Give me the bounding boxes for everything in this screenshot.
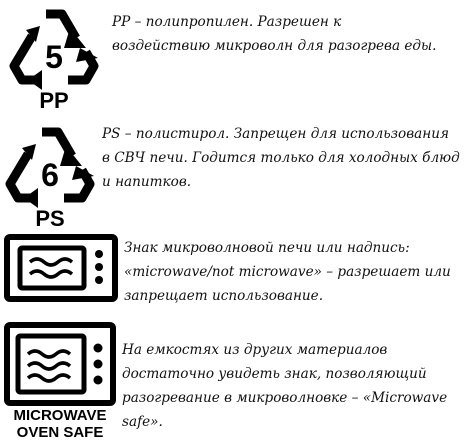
microwave-oven-safe-symbol	[4, 322, 116, 440]
ps-description	[102, 122, 460, 194]
microwave-symbol	[4, 234, 118, 302]
microwave-icon	[4, 234, 118, 302]
description-line: воздействию микроволн для разогрева еды.	[112, 38, 437, 54]
microwave-oven-safe-icon	[4, 322, 116, 440]
description-line: PP – полипропилен. Разрешен к	[112, 14, 342, 30]
resin-code-label: PS	[35, 206, 65, 230]
description-line: Знак микроволновой печи или надпись:	[124, 240, 410, 256]
recycle-triangle-icon	[6, 4, 102, 112]
description-line: запрещает использование.	[124, 288, 324, 304]
microwave-description	[124, 236, 451, 308]
recycle-number: 5	[45, 39, 63, 75]
description-line: «microwave/not microwave» – разрешает или	[124, 264, 451, 280]
description-line: разогревание в микроволновке – «Microwave	[122, 390, 448, 406]
recycle-triangle-icon	[2, 122, 98, 230]
description-line: достаточно увидеть знак, позволяющий	[122, 366, 427, 382]
caption-line1: MICROWAVE	[13, 407, 107, 424]
recycle-6-ps-symbol	[2, 122, 98, 230]
description-line: На емкостях из других материалов	[122, 342, 388, 358]
description-line: safe».	[122, 414, 163, 430]
caption-line2: OVEN SAFE	[16, 424, 104, 440]
description-line: PS – полистирол. Запрещен для использования	[102, 126, 449, 142]
description-line: в СВЧ печи. Годится только для холодных блюд	[102, 150, 460, 166]
recycle-number: 6	[41, 157, 59, 193]
pp-description	[112, 10, 436, 58]
oven-safe-description	[122, 338, 447, 434]
resin-code-label: PP	[39, 88, 69, 112]
description-line: и напитков.	[102, 174, 192, 190]
recycle-5-pp-symbol	[6, 4, 102, 112]
